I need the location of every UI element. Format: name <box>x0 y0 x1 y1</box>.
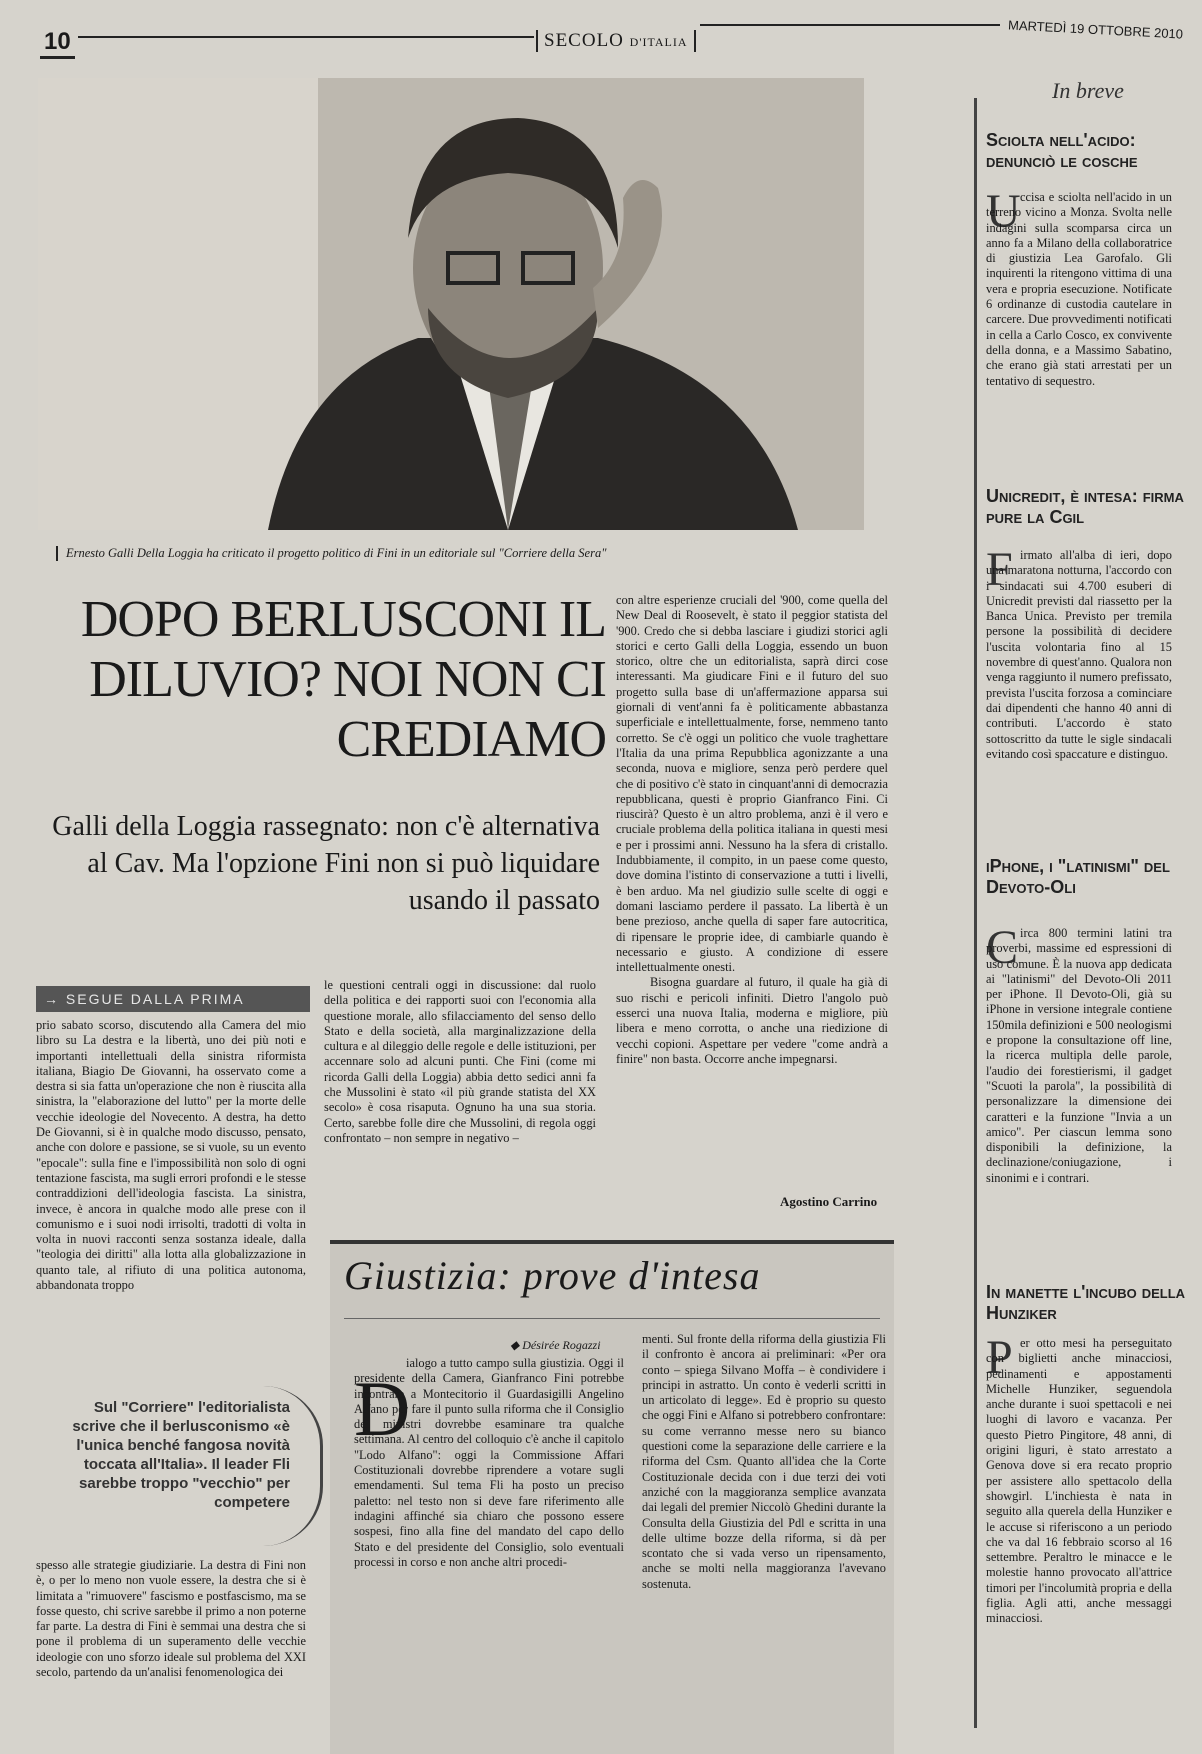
page-number: 10 <box>40 28 75 59</box>
article-column-right-part2: Bisogna guardare al futuro, il quale ha già di suo rischi e pericoli infiniti. Dietro l'angolo può esserci una nuova Italia, moderna e migliore, più libera e meno corrotta, o anche una riedizione di vecchi copioni. Aspettare per vedere "come andrà a finire" non basta. Occorre anche impegnarsi. <box>616 975 888 1066</box>
brief-title-4: In manette l'incubo della Hunziker <box>986 1282 1186 1323</box>
brief-text-1: ccisa e sciolta nell'acido in un terreno vicino a Monza. Svolta nelle indagini sulla scomparsa circa un anno fa a Milano della collaboratrice di giustizia Lea Garofalo. Gli inquirenti la ritengono vittima di una vera e propria esecuzione. Notificate 6 ordinanze di custodia cautelare in carcere. Due provvedimenti notificati in cella a Carlo Cosco, ex convivente della donna, e a Massimo Sabatino, che erano già stati arrestati per un tentativo di sequestro. <box>986 190 1172 388</box>
portrait-illustration <box>38 78 864 530</box>
article-photo <box>38 78 864 530</box>
brief-text-4: er otto mesi ha perseguitato con biglietti anche minacciosi, pedinamenti e appostamenti Michelle Hunziker, seguendola anche durante i suoi spettacoli e nei luoghi di lavoro e vacanza. Per questo Pietro Pingitore, 48 anni, di origini liguri, è stato arrestato a Genova dove si era recato proprio per assistere allo spettacolo della showgirl. L'inchiesta è nata in seguito alla querela della Hunziker e le accuse si riferiscono a un periodo che va dal 16 febbraio scorso al 16 settembre. Peraltro le minacce e le molestie hanno provocato all'attrice timori per l'incolumità propria e della figlia. Agli atti, anche messaggi minacciosi. <box>986 1336 1172 1626</box>
photo-caption: Ernesto Galli Della Loggia ha criticato il progetto politico di Fini in un editoriale sul "Corriere della Sera" <box>56 546 846 561</box>
brief-title-3: iPhone, i "latinismi" del Devoto-Oli <box>986 856 1170 897</box>
sidebar-rule <box>974 98 977 1728</box>
giustizia-column-1: ialogo a tutto campo sulla giustizia. Oggi il presidente della Camera, Gianfranco Fini potrebbe incontrare a Montecitorio il Guardasigilli Angelino Alfano per fare il punto sulla riforma che il Consiglio dei ministri dovrebbe esaminare tra qualche settimana. Al centro del colloquio c'è anche il capitolo "Lodo Alfano": oggi la Commissione Affari Costituzionali dovrebbe riprendere a votare sugli emendamenti. Sul tema Fli ha posto un preciso paletto: nel testo non si deve fare riferimento alle indagini affinché sia chiaro che possono essere sospesi, fino alla fine del mandato del capo dello Stato e del presidente del Consiglio, solo eventuali processi in corso e non anche altri procedi- <box>354 1356 624 1569</box>
brief-title-2: Unicredit, è intesa: firma pure la Cgil <box>986 486 1184 527</box>
brief-text-2: irmato all'alba di ieri, dopo una maratona notturna, l'accordo con i sindacati sui 4.700 esuberi di Unicredit previsti dal riassetto per la Banca Unica. Previsto per tremila persone la possibilità di decidere l'uscita volontaria fino al 15 novembre di quest'anno. Qualora non venga raggiunto il numero prefissato, prevista l'uscita forzosa a cominciare dai dipendenti che hanno 40 anni di contributi. L'accordo è stato sottoscritto da tutte le sigle sindacali evitando così spaccature e distinguo. <box>986 548 1172 761</box>
article-column-right-part1: con altre esperienze cruciali del '900, come quella del New Deal di Roosevelt, è stato il peggior statista del '900. Credo che si debba lasciare i giudizi storici agli storici e certo Galli della Loggia, essendo un buon storico, oltre che un editorialista, saprà dirci cose interessanti. Ma giudicare Fini e il futuro del suo progetto sulla base di un'affermazione apparsa sui giornali di vent'anni fa è politicamente abbastanza superficiale e intellettualmente, forse, nemmeno tanto corretto. Se c'è oggi un politico che vuole traghettare l'Italia da una prima Repubblica agonizzante a una seconda, nuova e migliore, senza però perdere quel che di positivo c'è stato in cinquant'anni di democrazia repubblicana, questi è proprio Gianfranco Fini. Ci riuscirà? Questo è un altro problema, anzi è il vero e cruciale problema della politica italiana in questi mesi e per i prossimi anni. Nessuno ha la sfera di cristallo. Indubbiamente, il compito, in un paese come questo, dove domina l'istinto di conservazione a tutti i livelli, è ben arduo. Ma nel giudizio sulle scelte di oggi e domani lasciamo perdere il passato. La libertà è un bene prezioso, anche quella di saper fare autocritica, di ripensare le proprie idee, di cambiarle quando è necessario e giusto. A condizione di essere intellettualmente onesti. <box>616 593 888 975</box>
article-headline: DOPO BERLUSCONI IL DILUVIO? NOI NON CI CREDIAMO <box>80 591 606 768</box>
giustizia-title-rule <box>344 1318 880 1319</box>
giustizia-title: Giustizia: prove d'intesa <box>344 1253 761 1298</box>
masthead-rule-left <box>78 36 534 38</box>
sidebar-label: In breve <box>1052 78 1124 103</box>
pullquote: Sul "Corriere" l'editorialista scrive che il berlusconismo «è l'unica benché fangosa novità toccata all'Italia». Il leader Fli sarebbe troppo "vecchio" per competere <box>72 1399 290 1511</box>
article-column-right <box>616 593 888 1067</box>
brief-text-3: irca 800 termini latini tra proverbi, massime ed espressioni di uso comune. È la nuova app dedicata ai "latinismi" del Devoto-Oli 2011 per iPhone. Il Devoto-Oli, già su iPhone in versione integrale contiene 150mila definizioni e 500 neologismi e propone la consultazione off line, la ricerca multipla delle parole, l'audio dei forestierismi, il gadget "Scuoti la parola", la possibilità di personalizzare la dimensione dei caratteri e la funzione "Invia a un amico". Per ciascun lemma sono disponibili la definizione, la declinazione/coniugazione, i sinonimi e i contrari. <box>986 926 1172 1185</box>
article-column-left-bottom: spesso alle strategie giudiziarie. La destra di Fini non è, o per lo meno non vuole essere, la destra che si è limitata a "rimuovere" fascismo e postfascismo, ma se fosse questo, chi scrive sarebbe il primo a non poterne far parte. La destra di Fini è semmai una destra che si pone il problema di un superamento delle vecchie ideologie con uno sforzo ideale sul problema del XXI secolo, partendo da un'analisi fenomenologica dei <box>36 1558 306 1680</box>
giustizia-dropcap: D <box>354 1365 411 1452</box>
article-column-left-top: prio sabato scorso, discutendo alla Camera del mio libro su La destra e la libertà, uno dei più noti e importanti intellettuali della sinistra riformista italiana, Biagio De Giovanni, ha osservato come a destra si sia fatta un'operazione che non è riuscita alla sinistra, la "elaborazione del lutto" per la morte delle vecchie ideologie del Novecento. A destra, ha detto De Giovanni, si è in qualche modo discusso, pensato, anche con dolore e passione, se si vuole, su un evento "epocale": sulla fine e l'impossibilità non solo di ogni tentazione fascista, ma sugli errori profondi e le stesse contraddizioni dell'ideologia fascista. La sinistra, invece, è ancora in qualche modo alle prese con il comunismo e i suoi nodi irrisolti, tradotti di volta in volta in nuovi racconti senza sostanza ideale, dalla "teologia dei diritti" alla lotta alla globalizzazione in quanto tale, al rifiuto di una politica autonoma, abbandonata troppo <box>36 1018 306 1293</box>
brief-title-1: Sciolta nell'acido: denunciò le cosche <box>986 130 1138 171</box>
newspaper-title: SECOLO <box>544 30 624 51</box>
brief-dropcap-1: U <box>986 185 1021 238</box>
giustizia-author: ◆ Désirée Rogazzi <box>510 1338 601 1352</box>
brief-dropcap-4: P <box>986 1331 1013 1384</box>
newspaper-title-suffix: D'ITALIA <box>629 35 688 49</box>
article-subhead: Galli della Loggia rassegnato: non c'è alternativa al Cav. Ma l'opzione Fini non si può liquidare usando il passato <box>52 811 600 916</box>
brief-dropcap-3: C <box>986 921 1019 974</box>
article-signature: Agostino Carrino <box>780 1194 878 1209</box>
issue-date: MARTEDÌ 19 OTTOBRE 2010 <box>1007 17 1184 42</box>
brief-dropcap-2: F <box>986 543 1013 596</box>
giustizia-column-2: menti. Sul fronte della riforma della giustizia Fli il confronto è ancora ai preliminari: «Per ora conto – spiega Silvano Moffa – è condividere i principi in astratto. Un conto è vederli scritti in un articolato di legge». Ed è proprio su questo che oggi Fini e Alfano si potrebbero confrontare: su come verranno messe nero su bianco questioni come la separazione delle carriere e la riforma del Csm. Quanto all'idea che la Corte Costituzionale decida con i due terzi dei voti anziché con la maggioranza semplice avanzata dai legali del premier Niccolò Ghedini durante la Consulta della Giustizia del Pdl e scritta in una delle ultime bozze della riforma, si dà per scontato che si vada verso un ripensamento, anche se molti nella maggioranza l'avevano sostenuta. <box>642 1332 886 1591</box>
newspaper-name <box>536 30 696 52</box>
continued-from-front-label: → SEGUE DALLA PRIMA <box>36 986 310 1012</box>
masthead-rule-right <box>700 24 1000 26</box>
article-column-middle: le questioni centrali oggi in discussione: dal ruolo della politica e dei rapporti suoi con l'economia alla questione morale, allo sfilacciamento del senso dello Stato e della società, alla marginalizzazione della cultura e al dileggio delle regole e delle istituzioni, per accennare solo ad alcuni punti. Che Fini (come mi ricorda Galli della Loggia) abbia detto sedici anni fa che Mussolini è stato «il più grande statista del XX secolo» è cosa risaputa. Ognuno ha una sua storia. Certo, sarebbe folle dire che Mussolini, di regola oggi confrontato – non sempre in negativo – <box>324 978 596 1145</box>
